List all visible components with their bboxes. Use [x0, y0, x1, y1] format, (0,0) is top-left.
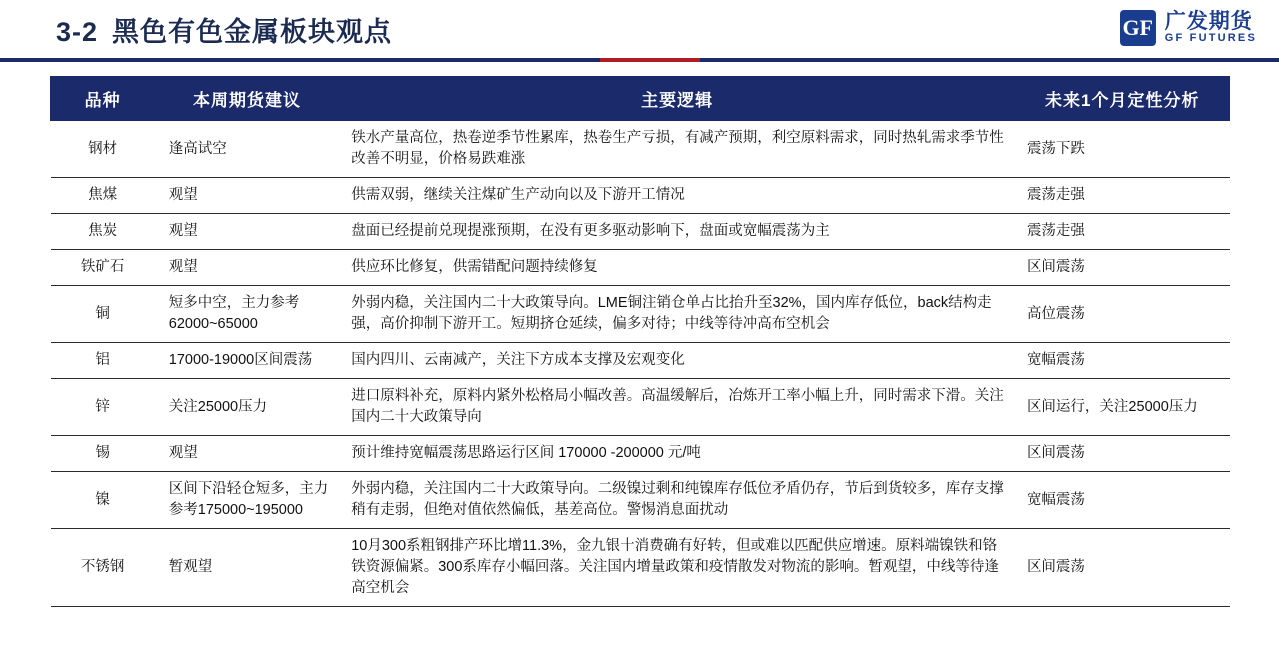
- cell-logic: 外弱内稳，关注国内二十大政策导向。二级镍过剩和纯镍库存低位矛盾仍存，节后到货较多，库存支撑稍有走弱，但绝对值依然偏低，基差高位。警惕消息面扰动: [339, 472, 1015, 529]
- cell-advice: 观望: [155, 436, 339, 472]
- cell-logic: 进口原料补充，原料内紧外松格局小幅改善。高温缓解后，冶炼开工率小幅上升，同时需求下滑。关注国内二十大政策导向: [339, 379, 1015, 436]
- column-header-variety: 品种: [51, 77, 155, 121]
- cell-outlook: 区间震荡: [1015, 529, 1230, 607]
- cell-advice: 暂观望: [155, 529, 339, 607]
- table-row: [51, 379, 1230, 436]
- logo-company-cn: 广发期货: [1164, 10, 1253, 34]
- cell-variety: 铁矿石: [51, 250, 155, 286]
- logo-text: [1165, 11, 1257, 45]
- divider-segment-navy-right: [700, 58, 1279, 62]
- logo-mark-icon: GF: [1120, 10, 1156, 46]
- brand-logo: [1120, 10, 1257, 46]
- cell-advice: 区间下沿轻仓短多，主力参考175000~195000: [155, 472, 339, 529]
- table-row: [51, 472, 1230, 529]
- cell-variety: 锡: [51, 436, 155, 472]
- table-row: [51, 214, 1230, 250]
- cell-advice: 观望: [155, 250, 339, 286]
- cell-logic: 预计维持宽幅震荡思路运行区间 170000 -200000 元/吨: [339, 436, 1015, 472]
- column-header-outlook: 未来1个月定性分析: [1015, 77, 1230, 121]
- title-text: 黑色有色金属板块观点: [112, 17, 393, 47]
- table-row: [51, 121, 1230, 178]
- slide-header: [0, 0, 1279, 62]
- logo-company-en: GF FUTURES: [1164, 32, 1257, 45]
- cell-advice: 17000-19000区间震荡: [155, 343, 339, 379]
- cell-logic: 供需双弱，继续关注煤矿生产动向以及下游开工情况: [339, 178, 1015, 214]
- cell-outlook: 震荡走强: [1015, 178, 1230, 214]
- page-title: [56, 10, 392, 49]
- cell-advice: 关注25000压力: [155, 379, 339, 436]
- cell-outlook: 震荡下跌: [1015, 121, 1230, 178]
- cell-variety: 锌: [51, 379, 155, 436]
- cell-variety: 镍: [51, 472, 155, 529]
- cell-variety: 焦煤: [51, 178, 155, 214]
- cell-outlook: 区间震荡: [1015, 436, 1230, 472]
- table-row: [51, 178, 1230, 214]
- table-row: [51, 250, 1230, 286]
- cell-variety: 焦炭: [51, 214, 155, 250]
- cell-advice: 逢高试空: [155, 121, 339, 178]
- cell-logic: 外弱内稳，关注国内二十大政策导向。LME铜注销仓单占比抬升至32%，国内库存低位，back结构走强，高价抑制下游开工。短期挤仓延续，偏多对待；中线等待冲高布空机会: [339, 286, 1015, 343]
- cell-outlook: 区间震荡: [1015, 250, 1230, 286]
- table-header-row: [51, 77, 1230, 121]
- cell-variety: 钢材: [51, 121, 155, 178]
- table-row: [51, 529, 1230, 607]
- divider-segment-red: [600, 58, 700, 62]
- cell-outlook: 宽幅震荡: [1015, 472, 1230, 529]
- cell-logic: 盘面已经提前兑现提涨预期，在没有更多驱动影响下，盘面或宽幅震荡为主: [339, 214, 1015, 250]
- cell-logic: 供应环比修复，供需错配问题持续修复: [339, 250, 1015, 286]
- table-row: [51, 436, 1230, 472]
- cell-outlook: 震荡走强: [1015, 214, 1230, 250]
- cell-logic: 铁水产量高位，热卷逆季节性累库，热卷生产亏损，有减产预期，利空原料需求，同时热轧需求季节性改善不明显，价格易跌难涨: [339, 121, 1015, 178]
- divider-segment-navy-left: [0, 58, 600, 62]
- cell-outlook: 宽幅震荡: [1015, 343, 1230, 379]
- outlook-table-container: [50, 76, 1230, 607]
- table-row: [51, 286, 1230, 343]
- section-number: 3-2: [56, 17, 99, 47]
- cell-variety: 铜: [51, 286, 155, 343]
- table-body: [51, 121, 1230, 607]
- table-row: [51, 343, 1230, 379]
- column-header-logic: 主要逻辑: [339, 77, 1015, 121]
- cell-logic: 10月300系粗钢排产环比增11.3%，金九银十消费确有好转，但或难以匹配供应增速。原料端镍铁和铬铁资源偏紧。300系库存小幅回落。关注国内增量政策和疫情散发对物流的影响。暂观望，中线等待逢高空机会: [339, 529, 1015, 607]
- cell-advice: 观望: [155, 214, 339, 250]
- outlook-table: [50, 76, 1230, 607]
- cell-variety: 铝: [51, 343, 155, 379]
- header-divider: [0, 58, 1279, 62]
- cell-outlook: 区间运行，关注25000压力: [1015, 379, 1230, 436]
- cell-variety: 不锈钢: [51, 529, 155, 607]
- cell-logic: 国内四川、云南减产，关注下方成本支撑及宏观变化: [339, 343, 1015, 379]
- cell-outlook: 高位震荡: [1015, 286, 1230, 343]
- cell-advice: 短多中空，主力参考62000~65000: [155, 286, 339, 343]
- cell-advice: 观望: [155, 178, 339, 214]
- column-header-advice: 本周期货建议: [155, 77, 339, 121]
